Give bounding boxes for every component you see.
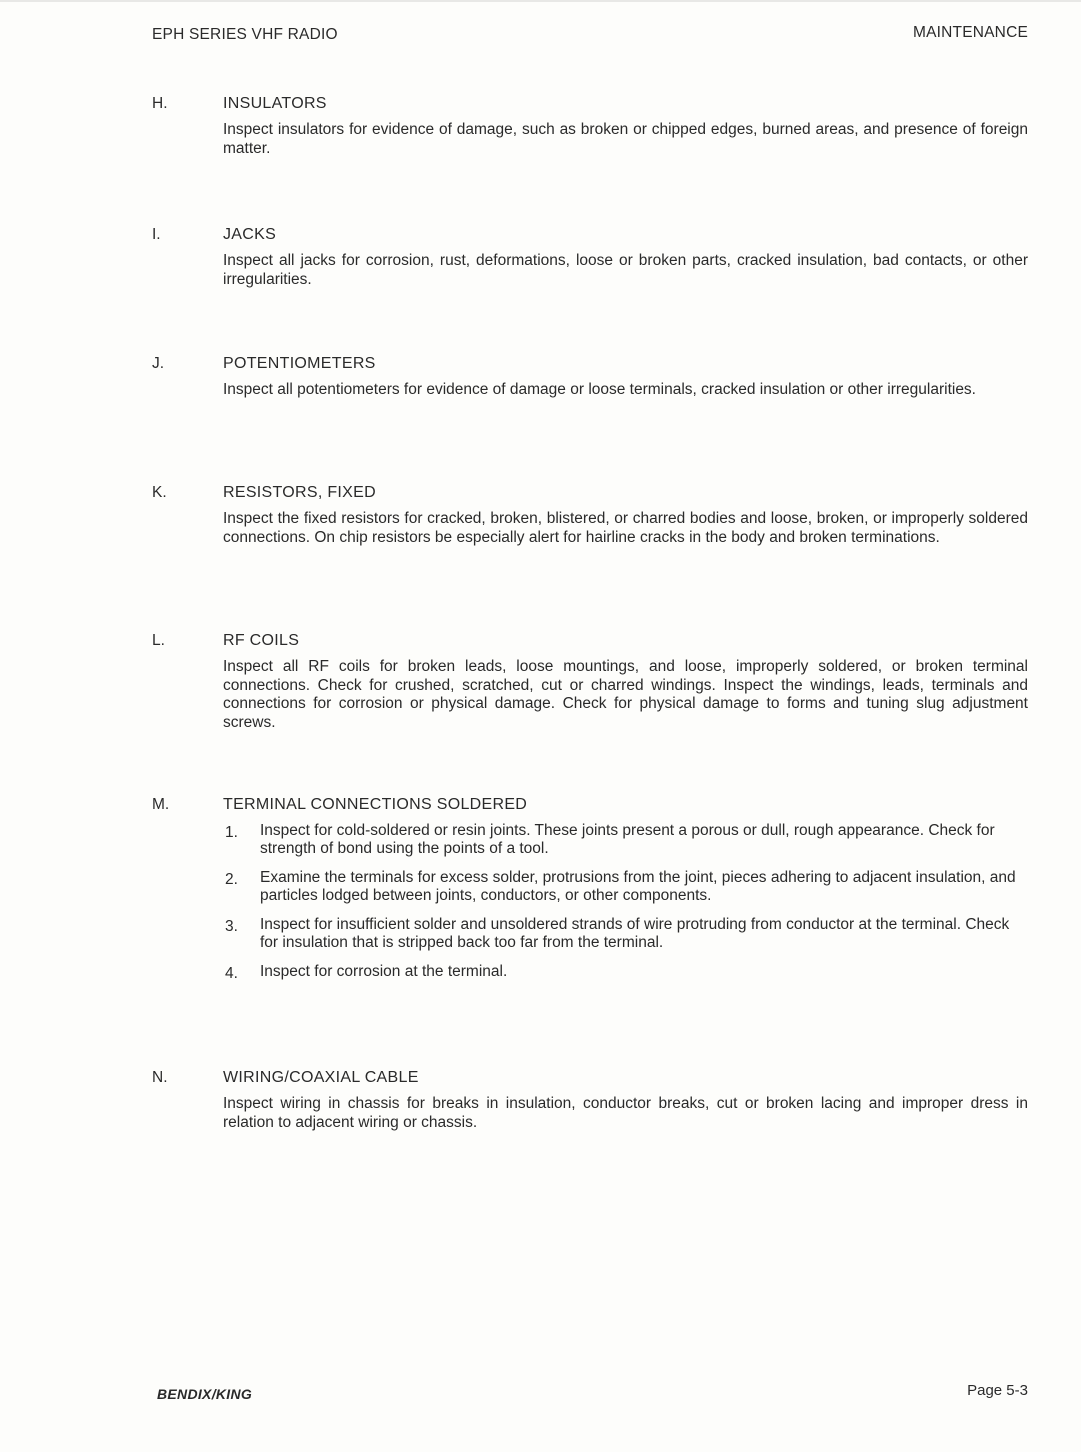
list-item-number: 3. <box>225 918 238 935</box>
section-letter: H. <box>152 95 168 112</box>
section-letter: K. <box>152 484 167 501</box>
section-title: POTENTIOMETERS <box>223 355 376 372</box>
section-title: JACKS <box>223 226 277 243</box>
section-resistors-fixed <box>152 484 1028 574</box>
section-body: Inspect wiring in chassis for breaks in insulation, conductor breaks, cut or broken lacing and improper dress in relation to adjacent wiring or chassis. <box>223 1095 1028 1131</box>
section-jacks <box>152 226 1028 296</box>
scan-edge <box>0 0 1081 2</box>
section-title: RESISTORS, FIXED <box>223 484 376 501</box>
section-letter: N. <box>152 1069 168 1086</box>
list-item <box>223 963 1025 981</box>
section-insulators <box>152 95 1028 165</box>
list-item-text: Inspect for cold-soldered or resin joints. These joints present a porous or dull, rough appearance. Check for strength of bond using the points of a tool. <box>260 822 995 857</box>
section-title: INSULATORS <box>223 95 327 112</box>
section-body: Inspect all RF coils for broken leads, loose mountings, and loose, improperly soldered, or broken terminal connections. Check for crushed, scratched, cut or charred windings. Inspect the windings, leads, terminals and connections for corrosion or physical damage. Check for physical damage to forms and tuning slug adjustment screws. <box>223 658 1028 731</box>
section-title: TERMINAL CONNECTIONS SOLDERED <box>223 796 528 813</box>
section-body: Inspect insulators for evidence of damage, such as broken or chipped edges, burned areas, and presence of foreign matter. <box>223 121 1028 157</box>
list-item <box>223 869 1025 904</box>
section-body: Inspect the fixed resistors for cracked, broken, blistered, or charred bodies and loose, broken, or improperly soldered connections. On chip resistors be especially alert for hairline cracks in the body and broken terminations. <box>223 510 1028 546</box>
list-item-number: 1. <box>225 824 238 841</box>
page-number: Page 5-3 <box>967 1382 1028 1399</box>
section-wiring-coaxial-cable <box>152 1069 1028 1139</box>
section-body: Inspect all potentiometers for evidence of damage or loose terminals, cracked insulation or other irregularities. <box>223 381 976 398</box>
document-header-title: EPH SERIES VHF RADIO <box>152 26 338 43</box>
section-letter: I. <box>152 226 161 243</box>
section-body: Inspect all jacks for corrosion, rust, deformations, loose or broken parts, cracked insulation, bad contacts, or other irregularities. <box>223 252 1028 288</box>
section-rf-coils <box>152 632 1028 742</box>
document-header-section: MAINTENANCE <box>912 24 1028 41</box>
list-item-number: 4. <box>225 965 238 982</box>
list-item <box>223 822 1025 857</box>
inspection-list <box>223 822 1028 993</box>
list-item-text: Inspect for insufficient solder and unsoldered strands of wire protruding from conductor at the terminal. Check for insulation that is stripped back too far from the terminal. <box>260 916 1010 951</box>
list-item <box>223 916 1025 951</box>
section-terminal-connections <box>152 796 1028 1016</box>
list-item-text: Inspect for corrosion at the terminal. <box>260 963 508 980</box>
section-title: WIRING/COAXIAL CABLE <box>223 1069 419 1086</box>
section-potentiometers <box>152 355 1028 425</box>
section-letter: M. <box>152 796 170 813</box>
list-item-text: Examine the terminals for excess solder, protrusions from the joint, pieces adhering to adjacent insulation, and particles lodged between joints, conductors, or other components. <box>260 869 1016 904</box>
section-letter: L. <box>152 632 165 649</box>
section-letter: J. <box>152 355 165 372</box>
list-item-number: 2. <box>225 871 238 888</box>
brand-logo-text: BENDIX/KING <box>157 1386 253 1402</box>
section-title: RF COILS <box>223 632 300 649</box>
